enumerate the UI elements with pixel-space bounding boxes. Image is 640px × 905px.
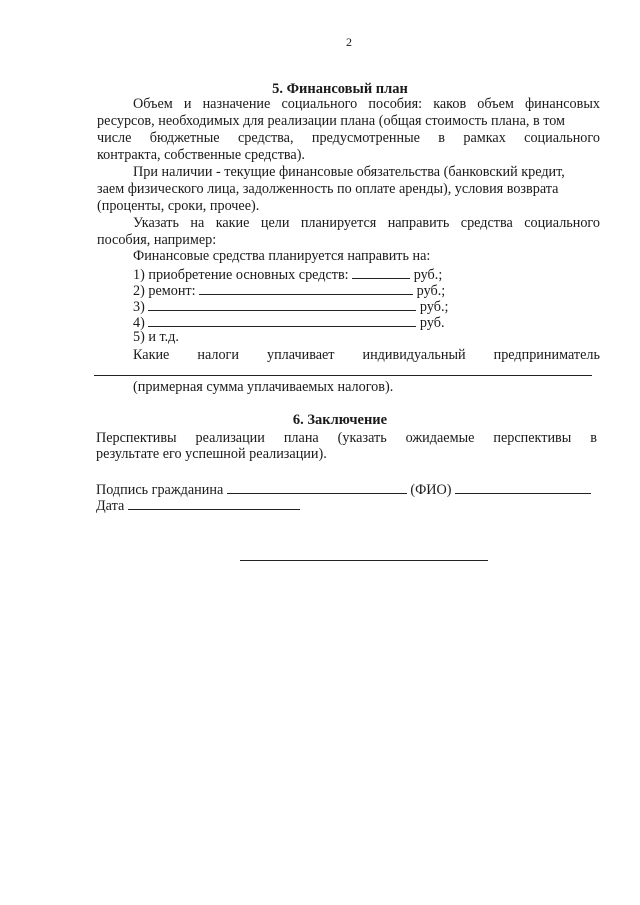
word: назначение bbox=[202, 96, 271, 112]
word: рамках bbox=[463, 130, 506, 146]
word: какие bbox=[215, 215, 250, 231]
item-1-label: 1) приобретение основных средств: bbox=[133, 267, 349, 283]
word: планируется bbox=[300, 215, 377, 231]
item-4-label: 4) bbox=[133, 315, 145, 331]
date-label: Дата bbox=[96, 498, 125, 514]
p1-line-3 bbox=[97, 130, 600, 147]
word: уплачивает bbox=[266, 347, 335, 363]
word: цели bbox=[260, 215, 290, 231]
word: реализации bbox=[195, 430, 265, 446]
word: объем bbox=[477, 96, 514, 112]
item-5-etc: 5) и т.д. bbox=[133, 329, 179, 345]
p2-line-1: При наличии - текущие финансовые обязательства (банковский кредит, bbox=[133, 164, 565, 180]
signature-label: Подпись гражданина bbox=[96, 482, 224, 498]
item-3-unit: руб.; bbox=[419, 299, 449, 315]
page-number: 2 bbox=[346, 35, 352, 49]
p3-line-2: пособия, например: bbox=[97, 232, 217, 248]
item-2-unit: руб.; bbox=[416, 283, 446, 299]
word: предусмотренные bbox=[311, 130, 420, 146]
taxes-line bbox=[133, 347, 600, 364]
bottom-separator-line bbox=[240, 560, 488, 561]
p2-line-3: (проценты, сроки, прочее). bbox=[97, 198, 260, 214]
item-3-blank bbox=[148, 297, 416, 311]
word: средства, bbox=[237, 130, 294, 146]
item-1-blank bbox=[352, 265, 410, 279]
s6-line-2: результате его успешной реализации). bbox=[96, 446, 327, 462]
p1-line-4: контракта, собственные средства). bbox=[97, 147, 305, 163]
word: пособия: bbox=[368, 96, 423, 112]
word: в bbox=[590, 430, 597, 446]
fio-blank bbox=[455, 480, 591, 494]
word: Какие bbox=[133, 347, 170, 363]
word: средства bbox=[460, 215, 513, 231]
taxes-blank-line bbox=[94, 375, 592, 376]
word: ожидаемые bbox=[405, 430, 475, 446]
p3-line-1 bbox=[133, 215, 600, 232]
item-2-blank bbox=[199, 281, 413, 295]
word: плана bbox=[283, 430, 319, 446]
word: бюджетные bbox=[149, 130, 220, 146]
word: социального bbox=[524, 215, 600, 231]
p1-line-1 bbox=[133, 96, 600, 113]
p1-line-2: ресурсов, необходимых для реализации плана (общая стоимость плана, в том bbox=[97, 113, 566, 129]
date-line bbox=[96, 496, 300, 515]
word: Объем bbox=[133, 96, 173, 112]
word: на bbox=[190, 215, 205, 231]
word: в bbox=[438, 130, 445, 146]
word: направить bbox=[387, 215, 450, 231]
word: социального bbox=[524, 130, 600, 146]
word: финансовых bbox=[524, 96, 600, 112]
s6-line-1 bbox=[96, 430, 597, 447]
word: каков bbox=[433, 96, 467, 112]
taxes-note: (примерная сумма уплачиваемых налогов). bbox=[133, 379, 394, 395]
word: (указать bbox=[337, 430, 387, 446]
word: налоги bbox=[197, 347, 239, 363]
section-5-title: 5. Финансовый план bbox=[272, 81, 408, 97]
item-4 bbox=[133, 313, 445, 332]
item-4-blank bbox=[148, 313, 416, 327]
word: и bbox=[183, 96, 192, 112]
word: перспективы bbox=[493, 430, 572, 446]
item-2-label: 2) ремонт: bbox=[133, 283, 196, 299]
funds-intro: Финансовые средства планируется направить на: bbox=[133, 248, 431, 264]
item-4-unit: руб. bbox=[419, 315, 445, 331]
item-3-label: 3) bbox=[133, 299, 145, 315]
section-6-title: 6. Заключение bbox=[292, 412, 388, 428]
fio-label: (ФИО) bbox=[410, 482, 452, 498]
word: индивидуальный bbox=[362, 347, 466, 363]
word: Указать bbox=[133, 215, 179, 231]
word: числе bbox=[97, 130, 132, 146]
p2-line-2: заем физического лица, задолженность по оплате аренды), условия возврата bbox=[97, 181, 559, 197]
date-blank bbox=[128, 496, 300, 510]
item-1-unit: руб.; bbox=[413, 267, 443, 283]
signature-blank bbox=[227, 480, 407, 494]
word: предприниматель bbox=[493, 347, 600, 363]
word: Перспективы bbox=[96, 430, 177, 446]
word: социального bbox=[281, 96, 358, 112]
